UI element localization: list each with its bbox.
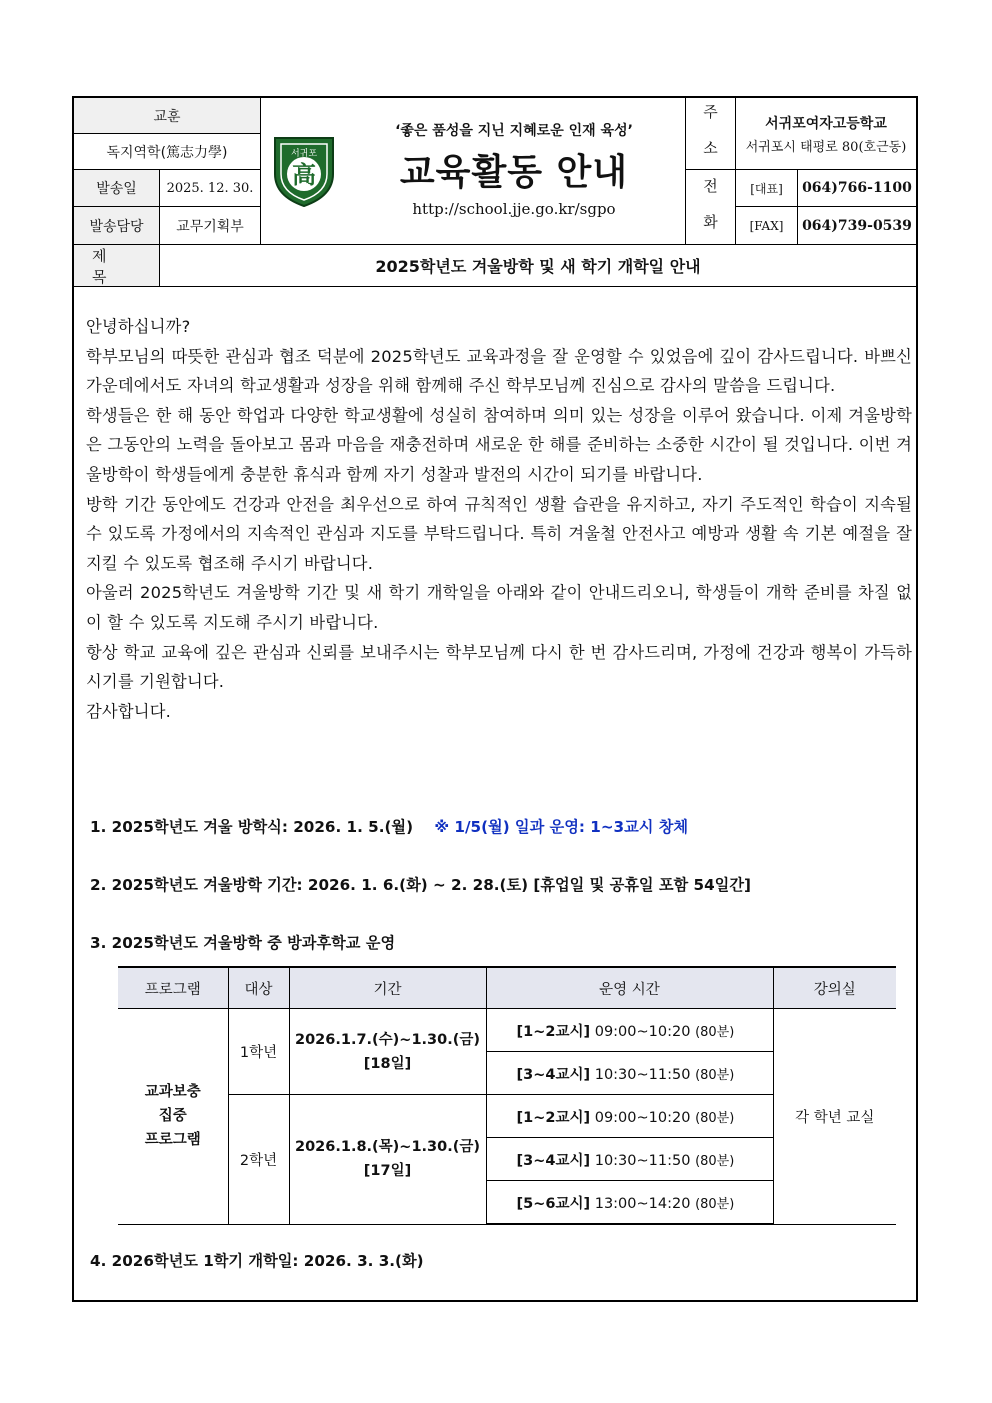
table-header: 운영 시간 [486,967,773,1009]
target-grade: 2학년 [228,1095,289,1225]
fax-label: [FAX] [735,207,797,244]
school-name: 서귀포여자고등학교 [765,115,887,132]
subject-title: 2025학년도 겨울방학 및 새 학기 개학일 안내 [160,244,916,287]
slot-time: 10:30~11:50 [594,1066,691,1083]
classroom: 각 학년 교실 [773,1009,896,1225]
time-slot [486,1181,773,1225]
slot-period: [1~2교시] [516,1109,591,1126]
afterschool-table [118,966,896,1225]
table-header: 프로그램 [118,967,228,1009]
table-header: 기간 [289,967,486,1009]
tel-label: [대표] [735,170,797,207]
table-header: 강의실 [773,967,896,1009]
slot-time: 13:00~14:20 [594,1195,691,1212]
letter-body [86,312,912,726]
subject-label: 제 목 [74,244,160,287]
table-row [118,1009,896,1052]
slot-period: [3~4교시] [516,1152,591,1169]
school-street: 서귀포시 태평로 80(호근동) [745,139,907,155]
greeting: 안녕하십니까? [86,317,191,336]
time-slot [486,1052,773,1095]
section-1-text: 1. 2025학년도 겨울 방학식: 2026. 1. 5.(월) [90,818,414,836]
table-header-row [118,967,896,1009]
table-header: 대상 [228,967,289,1009]
slot-duration: (80분) [695,1024,735,1040]
document-header [74,98,916,244]
school-url[interactable]: http://school.jje.go.kr/sgpo [412,200,616,218]
period-dates: 2026.1.7.(수)~1.30.(금) [294,1031,480,1048]
motto-value: 독지역학(篤志力學) [74,134,261,170]
period-cell [289,1095,486,1225]
closing: 감사합니다. [86,701,172,721]
time-slot [486,1095,773,1138]
time-slot [486,1009,773,1052]
slot-time: 09:00~10:20 [594,1109,691,1126]
logo-caption: 서귀포 [290,149,318,159]
period-dates: 2026.1.8.(목)~1.30.(금) [294,1139,480,1156]
slot-period: [3~4교시] [516,1066,591,1083]
target-grade: 1학년 [228,1009,289,1095]
slot-duration: (80분) [695,1153,735,1169]
slot-duration: (80분) [695,1196,735,1212]
motto-label: 교훈 [74,98,261,134]
program-name-line: 프로그램 [144,1132,201,1149]
document-frame [72,96,918,1302]
period-days: [18일] [363,1055,412,1072]
slot-duration: (80분) [695,1067,735,1083]
phone-label: 전 화 [685,170,735,244]
section-3: 3. 2025학년도 겨울방학 중 방과후학교 운영 [90,934,396,952]
paragraph-3: 방학 기간 동안에도 건강과 안전을 최우선으로 하여 규칙적인 생활 습관을 유지하고, 자기 주도적인 학습이 지속될 수 있도록 가정에서의 지속적인 관심과 지도를 부탁드립니다. 특히 겨울철 안전사고 예방과 생활 속 기본 예절을 잘 지킬 수 있도록 협조해 주시기 바랍니다. [86,494,912,573]
section-4: 4. 2026학년도 1학기 개학일: 2026. 3. 3.(화) [90,1252,424,1270]
slot-period: [5~6교시] [516,1195,591,1212]
document-title: 교육활동 안내 [399,152,629,193]
tel-value: 064)766-1100 [797,170,916,207]
logo-glyph: 高 [292,160,316,189]
dept-value: 교무기획부 [160,207,261,244]
paragraph-2: 학생들은 한 해 동안 학업과 다양한 학교생활에 성실히 참여하며 의미 있는 성장을 이루어 왔습니다. 이제 겨울방학은 그동안의 노력을 돌아보고 몸과 마음을 재충전하며 새로운 한 해를 준비하는 소중한 시간이 될 것입니다. 이번 겨울방학이 학생들에게 충분한 휴식과 함께 자기 성찰과 발전의 시간이 되기를 바랍니다. [86,405,912,484]
time-slot [486,1138,773,1181]
slot-time: 10:30~11:50 [594,1152,691,1169]
period-days: [17일] [363,1163,412,1180]
paragraph-1: 학부모님의 따뜻한 관심과 협조 덕분에 2025학년도 교육과정을 잘 운영할 수 있었음에 깊이 감사드립니다. 바쁘신 가운데에서도 자녀의 학교생활과 성장을 위해 함께해 주신 학부모님께 진심으로 감사의 말씀을 드립니다. [86,346,912,396]
paragraph-5: 항상 학교 교육에 깊은 관심과 신뢰를 보내주시는 학부모님께 다시 한 번 감사드리며, 가정에 건강과 행복이 가득하시기를 기원합니다. [86,642,912,692]
section-1-note: ※ 1/5(월) 일과 운영: 1~3교시 창체 [434,818,689,836]
slot-duration: (80분) [695,1110,735,1126]
address-label: 주 소 [685,98,735,170]
slot-period: [1~2교시] [516,1023,591,1040]
dept-label: 발송담당 [74,207,160,244]
program-name [118,1009,228,1225]
period-cell [289,1009,486,1095]
sent-date-value: 2025. 12. 30. [160,170,261,207]
school-slogan: ‘좋은 품성을 지닌 지혜로운 인재 육성’ [395,123,633,139]
slot-time: 09:00~10:20 [594,1023,691,1040]
sent-date-label: 발송일 [74,170,160,207]
program-name-line: 교과보충 [144,1084,201,1101]
section-1 [90,816,688,837]
school-logo [271,134,337,208]
program-name-line: 집중 [158,1108,187,1125]
school-address [735,98,916,170]
fax-value: 064)739-0539 [797,207,916,244]
section-2: 2. 2025학년도 겨울방학 기간: 2026. 1. 6.(화) ~ 2. 28.(토) [휴업일 및 공휴일 포함 54일간] [90,876,751,894]
paragraph-4: 아울러 2025학년도 겨울방학 기간 및 새 학기 개학일을 아래와 같이 안내드리오니, 학생들이 개학 준비를 차질 없이 할 수 있도록 지도해 주시기 바랍니다. [86,583,912,632]
